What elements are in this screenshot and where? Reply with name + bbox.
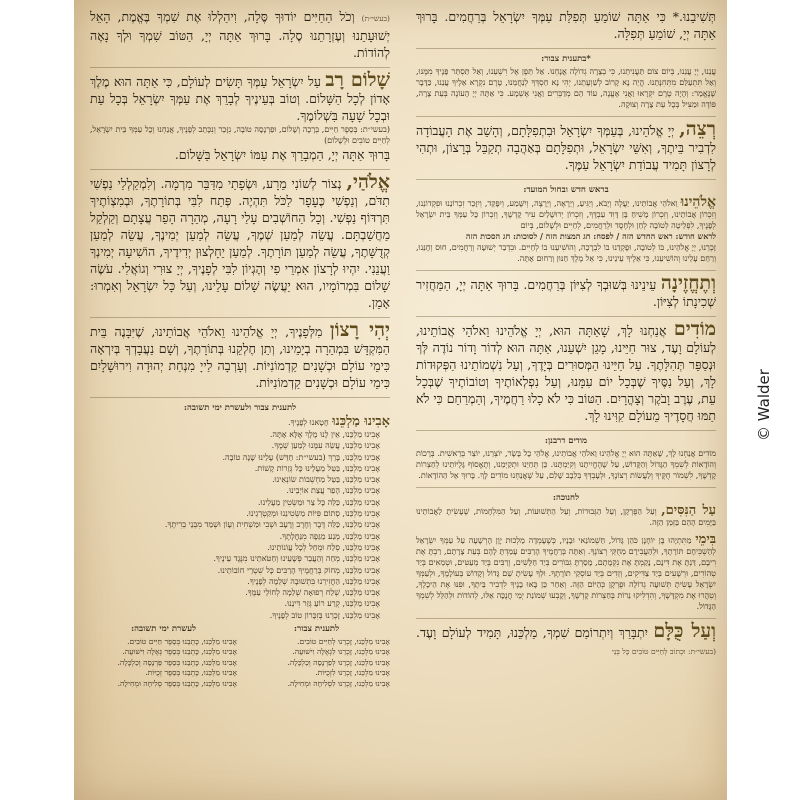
list-item: אָבִינוּ מַלְכֵּנוּ, זָכְרֵנוּ לְחַיִּים טוֹבִים.	[297, 636, 390, 646]
modim-paragraph	[416, 318, 716, 424]
shalom-rav-text: עַל יִשְׂרָאֵל עַמְּךָ תָּשִׂים לְעוֹלָם, כִּי אַתָּה הוּא מֶלֶךְ אָדוֹן לְכָל הַשָּׁלוֹם. וְטוֹב בְּעֵינֶיךָ לְבָרֵךְ אֶת עַמְּךָ יִשְׂרָאֵל בְּכָל עֵת וּבְכָל שָׁעָה בִּשְׁלוֹמֶךָ.	[90, 74, 390, 123]
yaaleh-first-word: אֱלֹהֵינוּ	[680, 194, 716, 210]
elohai-first-word: אֱלֹהַי,	[346, 171, 390, 193]
veal-kulam-text: יִתְבָּרַךְ וְיִתְרוֹמַם שִׁמְךָ, מַלְכֵּנוּ, תָּמִיד לְעוֹלָם וָעֶד.	[416, 625, 648, 640]
taanit-heading: לתענית צבור:	[293, 624, 340, 635]
list-item: אָבִינוּ מַלְכֵּנוּ, הָפֵר עֲצַת אוֹיְבֵינוּ.	[286, 486, 380, 496]
avinu-malkenu-sublists	[90, 621, 390, 690]
vetechezena-text: עֵינֵינוּ בְּשׁוּבְךָ לְצִיּוֹן בְּרַחֲמִים. בָּרוּךְ אַתָּה יְיָ, הַמַּחֲזִיר שְׁכִינָתוֹ לְצִיּוֹן.	[416, 277, 716, 309]
list-item: אָבִינוּ מַלְכֵּנוּ, כָּתְבֵנוּ בְּסֵפֶר גְּאֻלָּה וִישׁוּעָה.	[122, 647, 237, 657]
list-item: אָבִינוּ מַלְכֵּנוּ, כָּתְבֵנוּ בְּסֵפֶר זְכֻיּוֹת.	[145, 668, 237, 678]
yaaleh-text: וֵאלֹהֵי אֲבוֹתֵינוּ, יַעֲלֶה וְיָבֹא, וְיַגִּיעַ, וְיֵרָאֶה, וְיֵרָצֶה, וְיִשָּׁמַע, וְיִפָּקֵד, וְיִזָּכֵר זִכְרוֹנֵנוּ וּפִקְדוֹנֵנוּ, וְזִכְרוֹן אֲבוֹתֵינוּ, וְזִכְרוֹן מָשִׁיחַ בֶּן דָּוִד עַבְדֶּךָ, וְזִכְרוֹן יְרוּשָׁלַיִם עִיר קָדְשֶׁךָ, וְזִכְרוֹן כָּל עַמְּךָ בֵּית יִשְׂרָאֵל לְפָנֶיךָ, לִפְלֵיטָה לְטוֹבָה לְחֵן וּלְחֶסֶד וּלְרַחֲמִים, לְחַיִּים וּלְשָׁלוֹם, בְּיוֹם	[416, 199, 716, 230]
yaaleh-paragraph	[416, 194, 716, 231]
bimei-text: מַתִּתְיָהוּ בֶּן יוֹחָנָן כֹּהֵן גָּדוֹל, חַשְׁמוֹנַאי וּבָנָיו, כְּשֶׁעָמְדָה מַלְכוּת יָוָן הָרְשָׁעָה עַל עַמְּךָ יִשְׂרָאֵל לְהַשְׁכִּיחָם תּוֹרָתֶךָ, וּלְהַעֲבִירָם מֵחֻקֵּי רְצוֹנֶךָ. וְאַתָּה בְּרַחֲמֶיךָ הָרַבִּים עָמַדְתָּ לָהֶם בְּעֵת צָרָתָם, רַבְתָּ אֶת רִיבָם, דַּנְתָּ אֶת דִּינָם, נָקַמְתָּ אֶת נִקְמָתָם, מָסַרְתָּ גִבּוֹרִים בְּיַד חַלָּשִׁים, וְרַבִּים בְּיַד מְעַטִּים, וּטְמֵאִים בְּיַד טְהוֹרִים, וּרְשָׁעִים בְּיַד צַדִּיקִים, וְזֵדִים בְּיַד עוֹסְקֵי תוֹרָתֶךָ. וּלְךָ עָשִׂיתָ שֵׁם גָּדוֹל וְקָדוֹשׁ בְּעוֹלָמֶךָ, וּלְעַמְּךָ יִשְׂרָאֵל עָשִׂיתָ תְּשׁוּעָה גְדוֹלָה וּפֻרְקָן כְּהַיּוֹם הַזֶּה. וְאַחַר כֵּן בָּאוּ בָנֶיךָ לִדְבִיר בֵּיתֶךָ, וּפִנּוּ אֶת הֵיכָלֶךָ, וְטִהֲרוּ אֶת מִקְדָּשֶׁךָ, וְהִדְלִיקוּ נֵרוֹת בְּחַצְרוֹת קָדְשֶׁךָ, וְקָבְעוּ שְׁמוֹנַת יְמֵי חֲנֻכָּה אֵלּוּ, לְהוֹדוֹת וּלְהַלֵּל לְשִׁמְךָ הַגָּדוֹל.	[416, 536, 716, 611]
retzeh-first-word: רְצֵה,	[679, 118, 716, 140]
prayer-page	[74, 0, 727, 800]
divider	[416, 487, 716, 488]
list-item: אָבִינוּ מַלְכֵּנוּ, בַּטֵּל מֵעָלֵינוּ כָּל גְּזֵרוֹת קָשׁוֹת.	[254, 463, 380, 473]
avinu-first-rest: חָטָאנוּ לְפָנֶיךָ.	[288, 418, 329, 427]
list-item: אָבִינוּ מַלְכֵּנוּ, עֲשֵׂה עִמָּנוּ לְמַעַן שְׁמֶךָ.	[271, 441, 380, 451]
list-item: אָבִינוּ מַלְכֵּנוּ, בַּטֵּל מַחְשְׁבוֹת שׂוֹנְאֵינוּ.	[272, 475, 380, 485]
bimei-paragraph	[416, 534, 716, 612]
vechol-hachaim-paragraph	[90, 8, 390, 61]
modim-text: אֲנַחְנוּ לָךְ, שָׁאַתָּה הוּא, יְיָ אֱלֹהֵינוּ וֵאלֹהֵי אֲבוֹתֵינוּ, לְעוֹלָם וָעֶד, צוּר חַיֵּינוּ, מָגֵן יִשְׁעֵנוּ, אַתָּה הוּא לְדוֹר וָדוֹר נוֹדֶה לְּךָ וּנְסַפֵּר תְּהִלָּתֶךָ. עַל חַיֵּינוּ הַמְּסוּרִים בְּיָדֶךָ, וְעַל נִשְׁמוֹתֵינוּ הַפְּקוּדוֹת לָךְ, וְעַל נִסֶּיךָ שֶׁבְּכָל יוֹם עִמָּנוּ, וְעַל נִפְלְאוֹתֶיךָ וְטוֹבוֹתֶיךָ שֶׁבְּכָל עֵת, עֶרֶב וָבֹקֶר וְצָהֳרָיִם. הַטּוֹב כִּי לֹא כָלוּ רַחֲמֶיךָ, וְהַמְרַחֵם כִּי לֹא תַמּוּ חֲסָדֶיךָ מֵעוֹלָם קִוִּינוּ לָךְ.	[416, 323, 716, 423]
list-item: אָבִינוּ מַלְכֵּנוּ, קְרַע רוֹעַ גְּזַר דִּינֵנוּ.	[284, 599, 380, 609]
yaaleh-heading: בראש חדש ובחול המועד:	[523, 185, 609, 195]
retzeh-paragraph	[416, 118, 716, 173]
elohai-text: נְצוֹר לְשׁוֹנִי מֵרָע, וּשְׂפָתַי מִדַּבֵּר מִרְמָה. וְלִמְקַלְלַי נַפְשִׁי תִדֹּם, וְנַפְשִׁי כֶּעָפָר לַכֹּל תִּהְיֶה. פְּתַח לִבִּי בְּתוֹרָתֶךָ, וּבְמִצְוֹתֶיךָ תִּרְדּוֹף נַפְשִׁי. וְכָל הַחוֹשְׁבִים עָלַי רָעָה, מְהֵרָה הָפֵר עֲצָתָם וְקַלְקֵל מַחֲשַׁבְתָּם. עֲשֵׂה לְמַעַן שְׁמֶךָ, עֲשֵׂה לְמַעַן יְמִינֶךָ, עֲשֵׂה לְמַעַן קְדֻשָּׁתֶךָ, עֲשֵׂה לְמַעַן תּוֹרָתֶךָ. לְמַעַן יֵחָלְצוּן יְדִידֶיךָ, הוֹשִׁיעָה יְמִינְךָ וַעֲנֵנִי. יִהְיוּ לְרָצוֹן אִמְרֵי פִי וְהֶגְיוֹן לִבִּי לְפָנֶיךָ, יְיָ צוּרִי וְגוֹאֲלִי. עֹשֶׂה שָׁלוֹם בִּמְרוֹמָיו, הוּא יַעֲשֶׂה שָׁלוֹם עָלֵינוּ, וְעַל כָּל יִשְׂרָאֵל וְאִמְרוּ: אָמֵן.	[90, 176, 390, 310]
list-item: אָבִינוּ מַלְכֵּנוּ, כָּתְבֵנוּ בְּסֵפֶר חַיִּים טוֹבִים.	[127, 636, 237, 646]
shalom-rav-end: בָּרוּךְ אַתָּה יְיָ, הַמְבָרֵךְ אֶת עַמּוֹ יִשְׂרָאֵל בַּשָּׁלוֹם.	[174, 147, 390, 162]
list-item: אָבִינוּ מַלְכֵּנוּ, זָכְרֵנוּ לְפַרְנָסָה וְכַלְכָּלָה.	[287, 657, 390, 667]
veal-kulam-note: (בעשי״ת: וּכְתוֹב לְחַיִּים טוֹבִים כָּל בְּנֵי	[611, 647, 716, 656]
list-item: אָבִינוּ מַלְכֵּנוּ, מְנַע מַגֵּפָה מִנַּחֲלָתֶךָ.	[279, 531, 380, 541]
list-item: אָבִינוּ מַלְכֵּנוּ, כָּתְבֵנוּ בְּסֵפֶר סְלִיחָה וּמְחִילָה.	[117, 679, 237, 689]
right-column	[416, 8, 716, 660]
list-item: אָבִינוּ מַלְכֵּנוּ, מְחוֹק בְּרַחֲמֶיךָ הָרַבִּים כָּל שִׁטְרֵי חוֹבוֹתֵינוּ.	[217, 565, 380, 575]
shomea-tefila-paragraph: תְּשִׁיבֵנוּ.* כִּי אַתָּה שׁוֹמֵעַ תְּפִלַּת עַמְּךָ יִשְׂרָאֵל בְּרַחֲמִים. בָּרוּךְ אַתָּה יְיָ, שׁוֹמֵעַ תְּפִלָּה.	[416, 9, 716, 41]
vetechezena-paragraph	[416, 272, 716, 310]
avinu-malkenu-list	[90, 429, 390, 621]
divider	[416, 48, 716, 49]
list-item: אָבִינוּ מַלְכֵּנוּ, זָכְרֵנוּ לִזְכֻיּוֹת.	[315, 668, 390, 678]
divider	[416, 430, 716, 431]
list-item: אָבִינוּ מַלְכֵּנוּ, מְחֵה וְהַעֲבֵר פְּשָׁעֵינוּ וְחַטֹּאתֵינוּ מִנֶּגֶד עֵינֶיךָ.	[213, 554, 380, 564]
divider	[416, 270, 716, 271]
modim-first-word: מוֹדִים	[673, 318, 716, 340]
list-item: אָבִינוּ מַלְכֵּנוּ, הַחֲזִירֵנוּ בִּתְשׁוּבָה שְׁלֵמָה לְפָנֶיךָ.	[247, 576, 380, 586]
list-item: אָבִינוּ מַלְכֵּנוּ, סְתוֹם פִּיּוֹת מַשְׂטִינֵנוּ וּמְקַטְרְגֵינוּ.	[246, 509, 380, 519]
avinu-malkenu-first-line	[90, 415, 390, 429]
yaaleh-days: לראש חודש: ראש החדש הזה / לפסח: חג המצות הזה / לסוכות: חג הסכות הזה	[465, 231, 716, 241]
aseret-yemei-teshuva-list	[90, 621, 237, 690]
yehi-ratzon-text: מִלְּפָנֶיךָ, יְיָ אֱלֹהֵינוּ וֵאלֹהֵי אֲבוֹתֵינוּ, שֶׁיִּבָּנֶה בֵּית הַמִּקְדָּשׁ בִּמְהֵרָה בְיָמֵינוּ, וְתֵן חֶלְקֵנוּ בְּתוֹרָתֶךָ, וְשָׁם נַעֲבָדְךָ בְּיִרְאָה כִּימֵי עוֹלָם וּכְשָׁנִים קַדְמוֹנִיּוֹת. וְעָרְבָה לַייָ מִנְחַת יְהוּדָה וִירוּשָׁלָיִם כִּימֵי עוֹלָם וּכְשָׁנִים קַדְמוֹנִיּוֹת.	[90, 324, 390, 390]
list-item: אָבִינוּ מַלְכֵּנוּ, זָכְרֵנוּ לִגְאֻלָּה וִישׁוּעָה.	[292, 647, 390, 657]
vetechezena-first-word: וְתֶחֱזֶינָה	[660, 272, 716, 294]
bimei-first-word: בִּימֵי	[695, 532, 717, 547]
shalom-rav-paragraph	[90, 69, 390, 124]
aneinu-paragraph: עֲנֵנוּ, יְיָ עֲנֵנוּ, בְּיוֹם צוֹם תַּעֲנִיתֵנוּ, כִּי בְצָרָה גְדוֹלָה אֲנָחְנוּ. אַל תֵּפֶן אֶל רִשְׁעֵנוּ, וְאַל תַּסְתֵּר פָּנֶיךָ מִמֶּנּוּ, וְאַל תִּתְעַלַּם מִתְּחִנָּתֵנוּ. הֱיֵה נָא קָרוֹב לְשַׁוְעָתֵנוּ, יְהִי נָא חַסְדְּךָ לְנַחֲמֵנוּ, טֶרֶם נִקְרָא אֵלֶיךָ עֲנֵנוּ, כַּדָּבָר שֶׁנֶּאֱמַר: וְהָיָה טֶרֶם יִקְרָאוּ וַאֲנִי אֶעֱנֶה, עוֹד הֵם מְדַבְּרִים וַאֲנִי אֶשְׁמָע. כִּי אַתָּה יְיָ הָעוֹנֶה בְּעֵת צָרָה, פּוֹדֶה וּמַצִּיל בְּכָל עֵת צָרָה וְצוּקָה.	[416, 67, 716, 109]
divider	[416, 179, 716, 180]
divider	[90, 67, 390, 68]
shalom-rav-note: (בעשי״ת: בְּסֵפֶר חַיִּים, בְּרָכָה וְשָׁלוֹם, וּפַרְנָסָה טוֹבָה, נִזָּכֵר וְנִכָּתֵב לְפָנֶיךָ, אֲנַחְנוּ וְכָל עַמְּךָ בֵּית יִשְׂרָאֵל, לְחַיִּים טוֹבִים וּלְשָׁלוֹם)	[90, 125, 390, 145]
aseret-heading: לעשרת ימי תשובה:	[130, 624, 197, 635]
list-item: אָבִינוּ מַלְכֵּנוּ, כַּלֵּה כָּל צַר וּמַשְׂטִין מֵעָלֵינוּ.	[258, 497, 380, 507]
watermark-text: © Walder	[755, 369, 773, 441]
taanit-tzibur-list	[243, 621, 390, 690]
list-item: אָבִינוּ מַלְכֵּנוּ, כָּתְבֵנוּ בְּסֵפֶר פַּרְנָסָה וְכַלְכָּלָה.	[117, 657, 237, 667]
list-item: אָבִינוּ מַלְכֵּנוּ, בָּרֵךְ (בעשי״ת: חַדֵּשׁ) עָלֵינוּ שָׁנָה טוֹבָה.	[222, 452, 380, 462]
al-hanisim-paragraph	[416, 505, 716, 528]
aneinu-heading: *בתענית צבור:	[541, 54, 591, 64]
divider	[416, 618, 716, 619]
list-item: אָבִינוּ מַלְכֵּנוּ, כַּלֵּה דֶּבֶר וְחֶרֶב וְרָעָב וּשְׁבִי וּמַשְׁחִית וְעָוֹן וּשְׁמַד מִבְּנֵי בְרִיתֶךָ.	[164, 520, 380, 530]
yaaleh-end: זָכְרֵנוּ, יְיָ אֱלֹהֵינוּ, בּוֹ לְטוֹבָה, וּפָקְדֵנוּ בוֹ לִבְרָכָה, וְהוֹשִׁיעֵנוּ בוֹ לְחַיִּים. וּבִדְבַר יְשׁוּעָה וְרַחֲמִים, חוּס וְחָנֵּנוּ, וְרַחֵם עָלֵינוּ וְהוֹשִׁיעֵנוּ, כִּי אֵלֶיךָ עֵינֵינוּ, כִּי אֵל מֶלֶךְ חַנּוּן וְרַחוּם אָתָּה.	[416, 243, 716, 263]
yehi-ratzon-paragraph	[90, 319, 390, 391]
list-item: אָבִינוּ מַלְכֵּנוּ, סְלַח וּמְחַל לְכָל עֲוֹנוֹתֵינוּ.	[267, 542, 380, 552]
divider	[90, 317, 390, 318]
avinu-malkenu-heading: לתענית צבור ולעשרת ימי תשובה:	[183, 403, 297, 413]
list-item: אָבִינוּ מַלְכֵּנוּ, אֵין לָנוּ מֶלֶךְ אֶלָּא אָתָּה.	[269, 430, 380, 439]
veal-kulam-paragraph	[416, 620, 716, 660]
shalom-rav-first-word: שָׁלוֹם רָב	[325, 69, 390, 91]
al-hanisim-first-word: עַל הַנִּסִּים,	[661, 503, 716, 518]
elohai-netzor-paragraph	[90, 171, 390, 311]
vechol-text: וְכֹל הַחַיִּים יוֹדוּךָ סֶּלָה, וִיהַלְלוּ אֶת שִׁמְךָ בֶּאֱמֶת, הָאֵל יְשׁוּעָתֵנוּ וְעֶזְרָתֵנוּ סֶלָה. בָּרוּךְ אַתָּה יְיָ, הַטּוֹב שִׁמְךָ וּלְךָ נָאֶה לְהוֹדוֹת.	[90, 9, 390, 60]
list-item: אָבִינוּ מַלְכֵּנוּ, שְׁלַח רְפוּאָה שְׁלֵמָה לְחוֹלֵי עַמֶּךָ.	[245, 588, 380, 598]
modim-derabanan-heading: מודים דרבנן:	[544, 436, 588, 446]
copyright-watermark	[744, 360, 784, 450]
chanukah-heading: לחנוכה:	[552, 493, 580, 503]
divider	[416, 316, 716, 317]
al-hanisim-text: וְעַל הַפֻּרְקָן, וְעַל הַגְּבוּרוֹת, וְעַל הַתְּשׁוּעוֹת, וְעַל הַמִּלְחָמוֹת, שֶׁעָשִׂיתָ לַאֲבוֹתֵינוּ בַּיָּמִים הָהֵם בַּזְּמַן הַזֶּה.	[416, 507, 716, 527]
vechol-note: (בעשי״ת)	[361, 14, 390, 23]
left-column	[90, 8, 390, 690]
divider	[90, 169, 390, 170]
retzeh-text: יְיָ אֱלֹהֵינוּ, בְּעַמְּךָ יִשְׂרָאֵל וּבִתְפִלָּתָם, וְהָשֵׁב אֶת הָעֲבוֹדָה לִדְבִיר בֵּיתֶךָ, וְאִשֵּׁי יִשְׂרָאֵל, וּתְפִלָּתָם בְּאַהֲבָה תְקַבֵּל בְּרָצוֹן, וּתְהִי לְרָצוֹן תָּמִיד עֲבוֹדַת יִשְׂרָאֵל עַמֶּךָ.	[416, 123, 716, 172]
modim-derabanan-paragraph: מוֹדִים אֲנַחְנוּ לָךְ, שָׁאַתָּה הוּא יְיָ אֱלֹהֵינוּ וֵאלֹהֵי אֲבוֹתֵינוּ, אֱלֹהֵי כָל בָּשָׂר, יוֹצְרֵנוּ, יוֹצֵר בְּרֵאשִׁית. בְּרָכוֹת וְהוֹדָאוֹת לְשִׁמְךָ הַגָּדוֹל וְהַקָּדוֹשׁ, עַל שֶׁהֶחֱיִיתָנוּ וְקִיַּמְתָּנוּ. כֵּן תְּחַיֵּנוּ וּתְקַיְּמֵנוּ, וְתֶאֱסוֹף גָּלֻיּוֹתֵינוּ לְחַצְרוֹת קָדְשֶׁךָ, לִשְׁמוֹר חֻקֶּיךָ וְלַעֲשׂוֹת רְצוֹנֶךָ, וּלְעָבְדְּךָ בְּלֵבָב שָׁלֵם, עַל שֶׁאֲנַחְנוּ מוֹדִים לָךְ. בָּרוּךְ אֵל הַהוֹדָאוֹת.	[416, 449, 716, 480]
yehi-ratzon-first-word: יְהִי רָצוֹן	[329, 319, 390, 341]
list-item: אָבִינוּ מַלְכֵּנוּ, זָכְרֵנוּ לִסְלִיחָה וּמְחִילָה.	[287, 679, 390, 689]
list-item: אָבִינוּ מַלְכֵּנוּ, זָכְרֵנוּ בְּזִכָּרוֹן טוֹב לְפָנֶיךָ.	[269, 610, 380, 620]
divider	[90, 397, 390, 398]
divider	[416, 116, 716, 117]
veal-kulam-first-word: וְעַל כֻּלָּם	[653, 620, 716, 642]
avinu-first-word: אָבִינוּ מַלְכֵּנוּ	[332, 414, 390, 429]
